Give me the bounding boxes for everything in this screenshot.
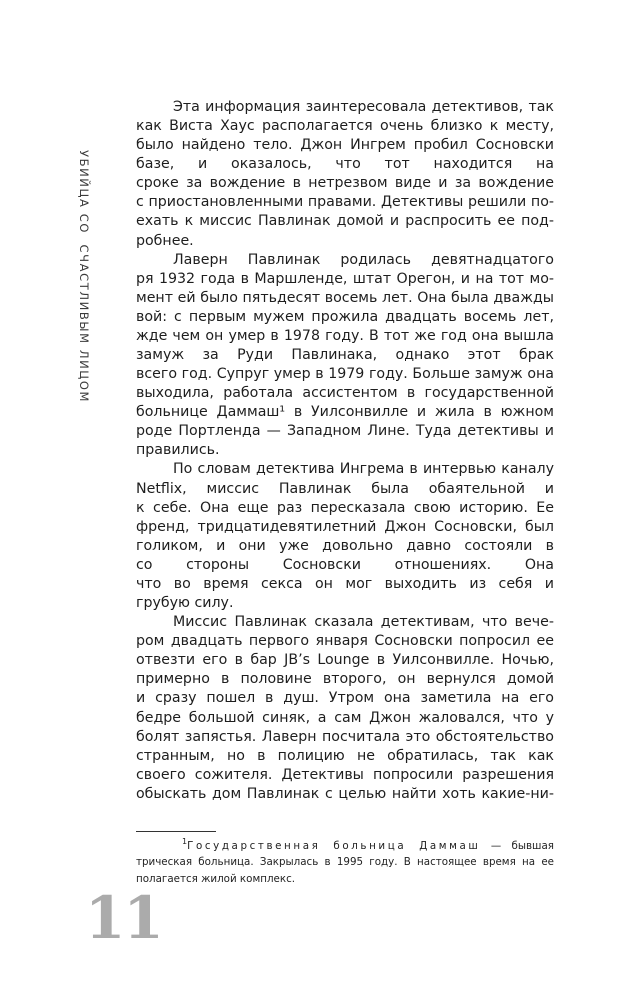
text-line: правились. bbox=[136, 442, 220, 459]
text-line: ром двадцать первого января Сосновски попросил ее bbox=[136, 633, 554, 650]
text-line: базе, и оказалось, что тот находится на bbox=[136, 156, 554, 173]
text-line: Netflix, миссис Павлинак была обаятельной и bbox=[136, 480, 554, 497]
text-line: к себе. Она еще раз пересказала свою историю. Ее bbox=[136, 499, 554, 516]
text-line: замуж за Руди Павлинака, однако этот брак bbox=[136, 347, 554, 364]
footnote bbox=[136, 838, 554, 887]
text-line: вой: с первым мужем прожила двадцать восемь лет, bbox=[136, 308, 554, 325]
text-line: больнице Даммаш¹ в Уилсонвилле и жила в южном bbox=[136, 404, 554, 421]
text-line: и сразу пошел в душ. Утром она заметила на его bbox=[136, 690, 554, 707]
text-line: ехать к миссис Павлинак домой и распросить ее под- bbox=[136, 213, 554, 230]
text-line: Лаверн Павлинак родилась девятнадцатого bbox=[173, 251, 554, 268]
text-line: мент ей было пятьдесят восемь лет. Она была дважды bbox=[136, 289, 554, 306]
footnote-line-3: полагается жилой комплекс. bbox=[136, 872, 296, 885]
text-line: как Виста Хаус располагается очень близко к месту, bbox=[136, 118, 554, 135]
text-line: болят запястья. Лаверн посчитала это обстоятельство bbox=[136, 728, 554, 745]
text-line: что во время секса он мог выходить из себя и bbox=[136, 575, 554, 592]
running-head: УБИЙЦА СО СЧАСТЛИВЫМ ЛИЦОМ bbox=[77, 150, 91, 403]
text-line: робнее. bbox=[136, 232, 194, 249]
footnote-line-1-rest: — бывшая bbox=[490, 840, 554, 852]
text-line: По словам детектива Ингрема в интервью каналу bbox=[173, 461, 554, 478]
text-line: со стороны Сосновски отношениях. Она bbox=[136, 556, 554, 573]
text-line: Эта информация заинтересовала детективов, так bbox=[173, 99, 554, 115]
footnote-divider bbox=[136, 831, 216, 832]
footnote-term: Государственная больница Даммаш bbox=[187, 840, 481, 852]
text-line: бедре большой синяк, а сам Джон жаловался, что у bbox=[136, 709, 554, 726]
text-line: своего сожителя. Детективы попросили разрешения bbox=[136, 766, 554, 783]
text-line: ря 1932 года в Маршленде, штат Орегон, и на тот мо- bbox=[136, 270, 554, 287]
text-line: грубую силу. bbox=[136, 595, 234, 612]
text-line: Миссис Павлинак сказала детективам, что вече- bbox=[173, 614, 554, 631]
text-line: с приостановленными правами. Детективы решили по- bbox=[136, 194, 554, 211]
text-line: было найдено тело. Джон Ингрем пробил Сосновски bbox=[136, 137, 554, 154]
text-line: всего год. Супруг умер в 1979 году. Больше замуж она bbox=[136, 366, 554, 383]
text-line: отвезти его в бар JB’s Lounge в Уилсонвилле. Ночью, bbox=[136, 652, 554, 669]
text-line: обыскать дом Павлинак с целью найти хоть какие-ни- bbox=[136, 785, 554, 802]
text-line: френд, тридцатидевятилетний Джон Сосновски, был bbox=[136, 518, 554, 535]
body-text bbox=[136, 98, 554, 804]
text-line: жде чем он умер в 1978 году. В тот же год она вышла bbox=[136, 327, 554, 344]
text-line: роде Портленда — Западном Лине. Туда детективы и bbox=[136, 423, 554, 440]
text-line: странным, но в полицию не обратилась, так как bbox=[136, 747, 554, 764]
footnote-line-1 bbox=[136, 838, 554, 854]
text-line: сроке за вождение в нетрезвом виде и за вождение bbox=[136, 175, 554, 192]
footnote-marker: 1 bbox=[182, 838, 188, 846]
footnote-line-2: трическая больница. Закрылась в 1995 году. В настоящее время на ее bbox=[136, 856, 554, 869]
text-line: голиком, и они уже довольно давно состояли в bbox=[136, 537, 554, 554]
page-number: 11 bbox=[85, 884, 162, 952]
text-line: выходила, работала ассистентом в государственной bbox=[136, 385, 554, 402]
text-line: примерно в половине второго, он вернулся домой bbox=[136, 671, 554, 688]
